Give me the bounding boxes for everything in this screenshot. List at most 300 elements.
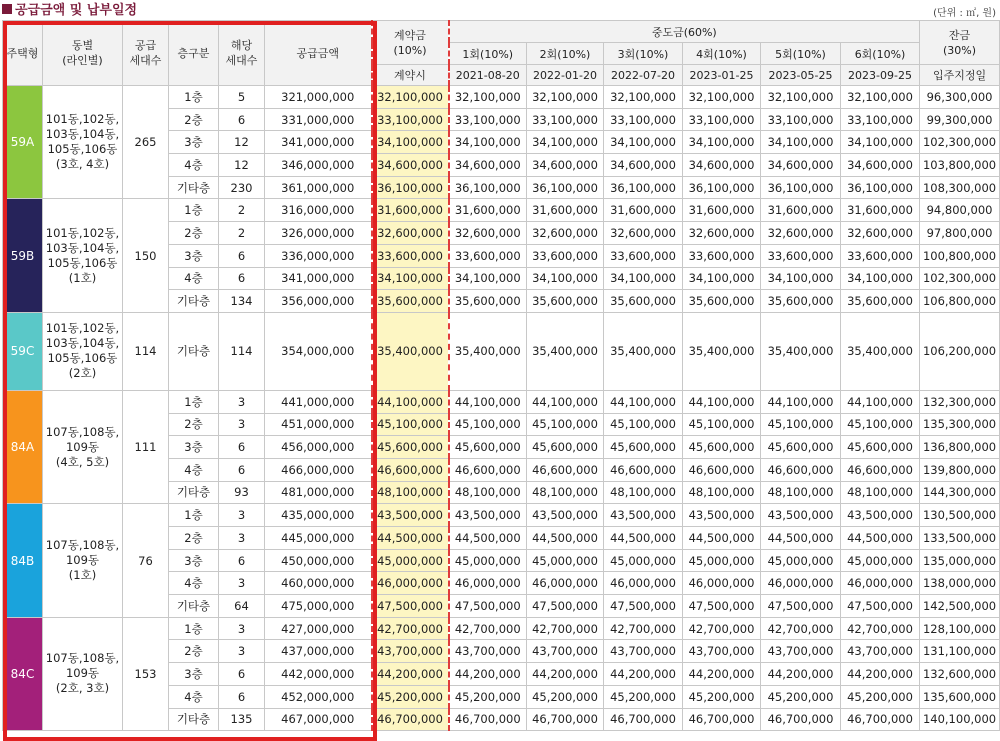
price-cell: 452,000,000 xyxy=(265,685,372,708)
dong-cell xyxy=(43,199,123,312)
interim-cell-5: 44,100,000 xyxy=(761,390,841,413)
units-cell: 2 xyxy=(219,222,265,245)
price-cell: 361,000,000 xyxy=(265,176,372,199)
contract-cell: 47,500,000 xyxy=(372,595,449,618)
floor-cell: 기타층 xyxy=(169,176,219,199)
interim-cell-3: 45,100,000 xyxy=(604,413,683,436)
price-cell: 341,000,000 xyxy=(265,131,372,154)
table-row xyxy=(3,86,1000,109)
dong-line: 101동,102동, xyxy=(45,225,120,240)
contract-cell: 32,100,000 xyxy=(372,86,449,109)
price-cell: 326,000,000 xyxy=(265,222,372,245)
balance-cell: 135,300,000 xyxy=(920,413,1000,436)
units-cell: 93 xyxy=(219,481,265,504)
dong-cell xyxy=(43,312,123,390)
header-interim-date-3: 2022-07-20 xyxy=(604,65,683,86)
supply-units-cell: 150 xyxy=(123,199,169,312)
units-cell: 3 xyxy=(219,572,265,595)
units-cell: 134 xyxy=(219,290,265,313)
table-row xyxy=(3,390,1000,413)
balance-cell: 108,300,000 xyxy=(920,176,1000,199)
interim-cell-3: 47,500,000 xyxy=(604,595,683,618)
balance-cell: 140,100,000 xyxy=(920,708,1000,731)
units-cell: 114 xyxy=(219,312,265,390)
interim-cell-1: 46,600,000 xyxy=(449,458,527,481)
interim-cell-6: 46,700,000 xyxy=(841,708,920,731)
interim-cell-5: 35,600,000 xyxy=(761,290,841,313)
interim-cell-2: 44,100,000 xyxy=(527,390,604,413)
dong-line: 105동,106동 xyxy=(47,351,118,366)
header-contract-line2: (10%) xyxy=(393,43,427,57)
units-cell: 3 xyxy=(219,617,265,640)
interim-cell-4: 32,600,000 xyxy=(683,222,761,245)
header-dong-line1: 동별 xyxy=(71,39,94,52)
price-cell: 460,000,000 xyxy=(265,572,372,595)
interim-cell-6: 34,100,000 xyxy=(841,131,920,154)
interim-cell-5: 31,600,000 xyxy=(761,199,841,222)
balance-cell: 142,500,000 xyxy=(920,595,1000,618)
interim-cell-4: 45,200,000 xyxy=(683,685,761,708)
header-balance-line1: 잔금 xyxy=(948,28,971,42)
dong-cell xyxy=(43,390,123,503)
contract-cell: 46,600,000 xyxy=(372,458,449,481)
interim-cell-3: 43,500,000 xyxy=(604,504,683,527)
interim-cell-5: 45,000,000 xyxy=(761,549,841,572)
price-cell: 437,000,000 xyxy=(265,640,372,663)
interim-cell-2: 31,600,000 xyxy=(527,199,604,222)
interim-cell-2: 32,100,000 xyxy=(527,86,604,109)
interim-cell-1: 45,000,000 xyxy=(449,549,527,572)
dong-line: 107동,108동, xyxy=(45,538,120,553)
contract-cell: 35,400,000 xyxy=(372,312,449,390)
contract-cell: 31,600,000 xyxy=(372,199,449,222)
balance-cell: 144,300,000 xyxy=(920,481,1000,504)
floor-cell: 3층 xyxy=(169,436,219,459)
header-balance xyxy=(920,21,1000,65)
header-price: 공급금액 xyxy=(265,21,372,86)
balance-cell: 131,100,000 xyxy=(920,640,1000,663)
dong-line: 101동,102동, xyxy=(45,112,120,127)
interim-cell-6: 42,700,000 xyxy=(841,617,920,640)
header-interim: 중도금(60%) xyxy=(449,21,920,43)
interim-cell-6: 35,400,000 xyxy=(841,312,920,390)
interim-cell-3: 35,400,000 xyxy=(604,312,683,390)
units-cell: 3 xyxy=(219,504,265,527)
floor-cell: 2층 xyxy=(169,413,219,436)
units-cell: 12 xyxy=(219,154,265,177)
interim-cell-3: 45,000,000 xyxy=(604,549,683,572)
floor-cell: 3층 xyxy=(169,244,219,267)
contract-cell: 46,700,000 xyxy=(372,708,449,731)
units-cell: 6 xyxy=(219,267,265,290)
interim-cell-1: 32,100,000 xyxy=(449,86,527,109)
interim-cell-1: 35,600,000 xyxy=(449,290,527,313)
floor-cell: 4층 xyxy=(169,154,219,177)
dong-line: (1호) xyxy=(68,568,97,583)
interim-cell-5: 48,100,000 xyxy=(761,481,841,504)
interim-cell-2: 33,100,000 xyxy=(527,108,604,131)
page-title: 공급금액 및 납부일정 xyxy=(15,3,138,18)
interim-cell-3: 35,600,000 xyxy=(604,290,683,313)
floor-cell: 1층 xyxy=(169,504,219,527)
units-cell: 6 xyxy=(219,549,265,572)
interim-cell-1: 45,600,000 xyxy=(449,436,527,459)
price-cell: 466,000,000 xyxy=(265,458,372,481)
balance-cell: 136,800,000 xyxy=(920,436,1000,459)
interim-cell-3: 48,100,000 xyxy=(604,481,683,504)
interim-cell-3: 42,700,000 xyxy=(604,617,683,640)
units-cell: 6 xyxy=(219,436,265,459)
price-cell: 442,000,000 xyxy=(265,663,372,686)
header-interim-2: 2회(10%) xyxy=(527,43,604,65)
interim-cell-1: 46,000,000 xyxy=(449,572,527,595)
interim-cell-2: 33,600,000 xyxy=(527,244,604,267)
units-cell: 6 xyxy=(219,244,265,267)
dong-line: 105동,106동 xyxy=(47,142,118,157)
dong-line: (2호, 3호) xyxy=(55,681,110,696)
interim-cell-4: 45,600,000 xyxy=(683,436,761,459)
header-interim-4: 4회(10%) xyxy=(683,43,761,65)
interim-cell-4: 33,600,000 xyxy=(683,244,761,267)
interim-cell-4: 33,100,000 xyxy=(683,108,761,131)
interim-cell-5: 45,100,000 xyxy=(761,413,841,436)
interim-cell-1: 34,600,000 xyxy=(449,154,527,177)
dong-line: 107동,108동, xyxy=(45,424,120,439)
interim-cell-1: 42,700,000 xyxy=(449,617,527,640)
interim-cell-4: 31,600,000 xyxy=(683,199,761,222)
floor-cell: 4층 xyxy=(169,267,219,290)
balance-cell: 106,800,000 xyxy=(920,290,1000,313)
balance-cell: 130,500,000 xyxy=(920,504,1000,527)
interim-cell-3: 33,100,000 xyxy=(604,108,683,131)
contract-cell: 36,100,000 xyxy=(372,176,449,199)
dong-line: 103동,104동, xyxy=(45,127,120,142)
units-cell: 5 xyxy=(219,86,265,109)
interim-cell-1: 33,100,000 xyxy=(449,108,527,131)
header-balance-date: 입주지정일 xyxy=(920,65,1000,86)
price-cell: 467,000,000 xyxy=(265,708,372,731)
interim-cell-1: 44,100,000 xyxy=(449,390,527,413)
interim-cell-6: 43,700,000 xyxy=(841,640,920,663)
header-interim-5: 5회(10%) xyxy=(761,43,841,65)
type-cell: 84C xyxy=(3,617,43,730)
interim-cell-4: 46,700,000 xyxy=(683,708,761,731)
interim-cell-4: 32,100,000 xyxy=(683,86,761,109)
interim-cell-2: 46,600,000 xyxy=(527,458,604,481)
header-units-line1: 해당 xyxy=(230,39,253,52)
contract-cell: 45,100,000 xyxy=(372,413,449,436)
table-row xyxy=(3,199,1000,222)
interim-cell-4: 42,700,000 xyxy=(683,617,761,640)
interim-cell-2: 34,600,000 xyxy=(527,154,604,177)
dong-line: (2호) xyxy=(68,366,97,381)
balance-cell: 102,300,000 xyxy=(920,267,1000,290)
interim-cell-3: 44,200,000 xyxy=(604,663,683,686)
interim-cell-4: 45,100,000 xyxy=(683,413,761,436)
price-cell: 316,000,000 xyxy=(265,199,372,222)
dong-line: 103동,104동, xyxy=(45,336,120,351)
floor-cell: 1층 xyxy=(169,199,219,222)
interim-cell-1: 43,500,000 xyxy=(449,504,527,527)
supply-units-cell: 111 xyxy=(123,390,169,503)
interim-cell-5: 36,100,000 xyxy=(761,176,841,199)
interim-cell-5: 42,700,000 xyxy=(761,617,841,640)
interim-cell-3: 46,700,000 xyxy=(604,708,683,731)
balance-cell: 102,300,000 xyxy=(920,131,1000,154)
interim-cell-6: 47,500,000 xyxy=(841,595,920,618)
interim-cell-4: 46,000,000 xyxy=(683,572,761,595)
interim-cell-6: 45,200,000 xyxy=(841,685,920,708)
floor-cell: 기타층 xyxy=(169,481,219,504)
interim-cell-2: 43,500,000 xyxy=(527,504,604,527)
interim-cell-6: 44,500,000 xyxy=(841,527,920,550)
interim-cell-1: 34,100,000 xyxy=(449,131,527,154)
floor-cell: 기타층 xyxy=(169,708,219,731)
header-interim-date-1: 2021-08-20 xyxy=(449,65,527,86)
interim-cell-5: 44,500,000 xyxy=(761,527,841,550)
contract-cell: 43,700,000 xyxy=(372,640,449,663)
header-dong xyxy=(43,21,123,86)
contract-cell: 44,100,000 xyxy=(372,390,449,413)
interim-cell-5: 43,500,000 xyxy=(761,504,841,527)
interim-cell-1: 34,100,000 xyxy=(449,267,527,290)
interim-cell-3: 46,600,000 xyxy=(604,458,683,481)
header-supply-line2: 세대수 xyxy=(129,54,162,67)
interim-cell-4: 36,100,000 xyxy=(683,176,761,199)
supply-units-cell: 76 xyxy=(123,504,169,617)
dong-cell xyxy=(43,504,123,617)
contract-cell: 34,100,000 xyxy=(372,131,449,154)
dong-line: (1호) xyxy=(68,270,97,285)
interim-cell-5: 32,100,000 xyxy=(761,86,841,109)
interim-cell-5: 46,000,000 xyxy=(761,572,841,595)
dong-line: 101동,102동, xyxy=(45,321,120,336)
interim-cell-3: 33,600,000 xyxy=(604,244,683,267)
floor-cell: 1층 xyxy=(169,617,219,640)
interim-cell-6: 34,100,000 xyxy=(841,267,920,290)
units-cell: 64 xyxy=(219,595,265,618)
interim-cell-5: 33,100,000 xyxy=(761,108,841,131)
header-type: 주택형 xyxy=(3,21,43,86)
header-dong-line2: (라인별) xyxy=(62,54,103,67)
interim-cell-4: 34,100,000 xyxy=(683,267,761,290)
interim-cell-1: 31,600,000 xyxy=(449,199,527,222)
header-interim-date-4: 2023-01-25 xyxy=(683,65,761,86)
interim-cell-3: 44,500,000 xyxy=(604,527,683,550)
units-cell: 3 xyxy=(219,527,265,550)
interim-cell-5: 45,600,000 xyxy=(761,436,841,459)
interim-cell-6: 45,600,000 xyxy=(841,436,920,459)
balance-cell: 132,300,000 xyxy=(920,390,1000,413)
contract-cell: 45,600,000 xyxy=(372,436,449,459)
price-cell: 341,000,000 xyxy=(265,267,372,290)
interim-cell-2: 35,600,000 xyxy=(527,290,604,313)
interim-cell-6: 45,000,000 xyxy=(841,549,920,572)
units-cell: 6 xyxy=(219,685,265,708)
dong-cell xyxy=(43,86,123,199)
contract-cell: 42,700,000 xyxy=(372,617,449,640)
interim-cell-2: 45,200,000 xyxy=(527,685,604,708)
balance-cell: 135,600,000 xyxy=(920,685,1000,708)
dong-line: (4호, 5호) xyxy=(55,454,110,469)
interim-cell-5: 35,400,000 xyxy=(761,312,841,390)
interim-cell-4: 45,000,000 xyxy=(683,549,761,572)
interim-cell-2: 44,500,000 xyxy=(527,527,604,550)
supply-units-cell: 114 xyxy=(123,312,169,390)
interim-cell-1: 46,700,000 xyxy=(449,708,527,731)
units-cell: 3 xyxy=(219,390,265,413)
interim-cell-2: 48,100,000 xyxy=(527,481,604,504)
floor-cell: 2층 xyxy=(169,108,219,131)
interim-cell-3: 45,200,000 xyxy=(604,685,683,708)
header-supply-units xyxy=(123,21,169,86)
interim-cell-5: 46,600,000 xyxy=(761,458,841,481)
units-cell: 230 xyxy=(219,176,265,199)
type-cell: 59A xyxy=(3,86,43,199)
contract-cell: 32,600,000 xyxy=(372,222,449,245)
balance-cell: 96,300,000 xyxy=(920,86,1000,109)
contract-cell: 45,200,000 xyxy=(372,685,449,708)
interim-cell-2: 45,600,000 xyxy=(527,436,604,459)
interim-cell-1: 45,200,000 xyxy=(449,685,527,708)
interim-cell-1: 35,400,000 xyxy=(449,312,527,390)
title-bullet-icon xyxy=(2,4,12,14)
interim-cell-3: 34,100,000 xyxy=(604,131,683,154)
interim-cell-2: 42,700,000 xyxy=(527,617,604,640)
floor-cell: 기타층 xyxy=(169,312,219,390)
contract-cell: 33,100,000 xyxy=(372,108,449,131)
interim-cell-4: 44,200,000 xyxy=(683,663,761,686)
floor-cell: 3층 xyxy=(169,549,219,572)
interim-cell-2: 32,600,000 xyxy=(527,222,604,245)
interim-cell-1: 33,600,000 xyxy=(449,244,527,267)
interim-cell-4: 35,400,000 xyxy=(683,312,761,390)
interim-cell-4: 43,500,000 xyxy=(683,504,761,527)
floor-cell: 2층 xyxy=(169,527,219,550)
price-cell: 321,000,000 xyxy=(265,86,372,109)
floor-cell: 기타층 xyxy=(169,290,219,313)
balance-cell: 94,800,000 xyxy=(920,199,1000,222)
interim-cell-6: 44,200,000 xyxy=(841,663,920,686)
interim-cell-6: 33,100,000 xyxy=(841,108,920,131)
header-floor-group: 층구분 xyxy=(169,21,219,86)
header-interim-6: 6회(10%) xyxy=(841,43,920,65)
floor-cell: 2층 xyxy=(169,640,219,663)
floor-cell: 3층 xyxy=(169,131,219,154)
interim-cell-5: 32,600,000 xyxy=(761,222,841,245)
header-interim-date-6: 2023-09-25 xyxy=(841,65,920,86)
interim-cell-4: 48,100,000 xyxy=(683,481,761,504)
header-supply-line1: 공급 xyxy=(134,39,157,52)
units-cell: 3 xyxy=(219,640,265,663)
header-units xyxy=(219,21,265,86)
dong-cell xyxy=(43,617,123,730)
price-cell: 450,000,000 xyxy=(265,549,372,572)
interim-cell-5: 44,200,000 xyxy=(761,663,841,686)
interim-cell-3: 44,100,000 xyxy=(604,390,683,413)
interim-cell-3: 43,700,000 xyxy=(604,640,683,663)
contract-cell: 34,600,000 xyxy=(372,154,449,177)
interim-cell-5: 45,200,000 xyxy=(761,685,841,708)
price-cell: 451,000,000 xyxy=(265,413,372,436)
interim-cell-1: 45,100,000 xyxy=(449,413,527,436)
balance-cell: 138,000,000 xyxy=(920,572,1000,595)
balance-cell: 103,800,000 xyxy=(920,154,1000,177)
contract-cell: 43,500,000 xyxy=(372,504,449,527)
table-row xyxy=(3,312,1000,390)
contract-cell: 48,100,000 xyxy=(372,481,449,504)
dong-line: 105동,106동 xyxy=(47,255,118,270)
floor-cell: 1층 xyxy=(169,390,219,413)
header-units-line2: 세대수 xyxy=(225,54,258,67)
interim-cell-6: 46,000,000 xyxy=(841,572,920,595)
payment-schedule-table xyxy=(2,20,1000,731)
price-cell: 356,000,000 xyxy=(265,290,372,313)
dong-line: 109동 xyxy=(65,439,100,454)
price-cell: 435,000,000 xyxy=(265,504,372,527)
interim-cell-3: 46,000,000 xyxy=(604,572,683,595)
interim-cell-6: 48,100,000 xyxy=(841,481,920,504)
interim-cell-5: 34,600,000 xyxy=(761,154,841,177)
contract-cell: 35,600,000 xyxy=(372,290,449,313)
type-cell: 59B xyxy=(3,199,43,312)
floor-cell: 4층 xyxy=(169,685,219,708)
price-cell: 456,000,000 xyxy=(265,436,372,459)
interim-cell-4: 34,100,000 xyxy=(683,131,761,154)
interim-cell-3: 34,600,000 xyxy=(604,154,683,177)
floor-cell: 2층 xyxy=(169,222,219,245)
balance-cell: 99,300,000 xyxy=(920,108,1000,131)
dong-line: 103동,104동, xyxy=(45,240,120,255)
units-cell: 6 xyxy=(219,663,265,686)
price-cell: 475,000,000 xyxy=(265,595,372,618)
units-cell: 135 xyxy=(219,708,265,731)
interim-cell-6: 35,600,000 xyxy=(841,290,920,313)
interim-cell-2: 35,400,000 xyxy=(527,312,604,390)
interim-cell-4: 34,600,000 xyxy=(683,154,761,177)
interim-cell-6: 34,600,000 xyxy=(841,154,920,177)
price-cell: 441,000,000 xyxy=(265,390,372,413)
interim-cell-5: 47,500,000 xyxy=(761,595,841,618)
interim-cell-6: 36,100,000 xyxy=(841,176,920,199)
interim-cell-1: 43,700,000 xyxy=(449,640,527,663)
header-contract xyxy=(372,21,449,65)
price-cell: 336,000,000 xyxy=(265,244,372,267)
price-cell: 354,000,000 xyxy=(265,312,372,390)
balance-cell: 132,600,000 xyxy=(920,663,1000,686)
contract-cell: 44,500,000 xyxy=(372,527,449,550)
balance-cell: 128,100,000 xyxy=(920,617,1000,640)
interim-cell-1: 36,100,000 xyxy=(449,176,527,199)
balance-cell: 100,800,000 xyxy=(920,244,1000,267)
interim-cell-1: 44,500,000 xyxy=(449,527,527,550)
header-interim-date-2: 2022-01-20 xyxy=(527,65,604,86)
title-bar xyxy=(0,0,1000,20)
interim-cell-1: 32,600,000 xyxy=(449,222,527,245)
interim-cell-6: 46,600,000 xyxy=(841,458,920,481)
units-cell: 6 xyxy=(219,108,265,131)
header-interim-1: 1회(10%) xyxy=(449,43,527,65)
table-row xyxy=(3,617,1000,640)
interim-cell-4: 35,600,000 xyxy=(683,290,761,313)
interim-cell-6: 33,600,000 xyxy=(841,244,920,267)
interim-cell-3: 31,600,000 xyxy=(604,199,683,222)
interim-cell-2: 43,700,000 xyxy=(527,640,604,663)
floor-cell: 기타층 xyxy=(169,595,219,618)
interim-cell-3: 45,600,000 xyxy=(604,436,683,459)
header-balance-line2: (30%) xyxy=(943,43,977,57)
interim-cell-5: 34,100,000 xyxy=(761,131,841,154)
